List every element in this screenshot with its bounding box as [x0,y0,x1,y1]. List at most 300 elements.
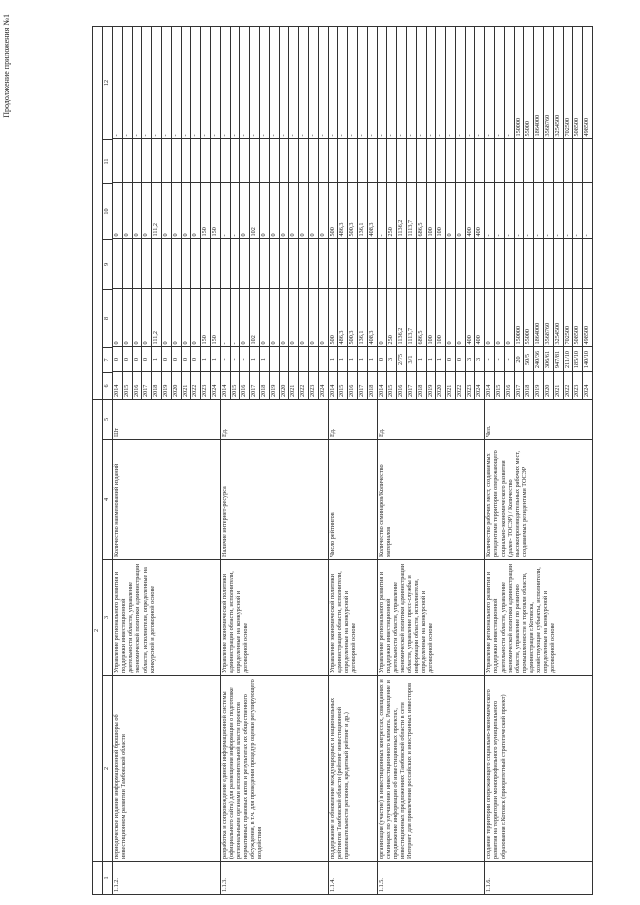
value-col-9 [308,239,318,289]
value-col-10: 400 [465,183,475,239]
year: 2021 [553,372,563,399]
year-row [514,26,524,399]
year: 2020 [436,372,446,399]
yearly-values-cell [485,26,593,399]
value-col-9 [221,239,230,289]
year-row [259,26,269,399]
value-col-11 [250,139,260,183]
indicator-cell: Количество наименований изданий [113,440,221,560]
year: 2014 [113,384,120,397]
year: 2016 [240,372,250,399]
value-col-10: - [553,183,563,239]
value-col-8: 0 [259,289,269,347]
value-col-8: 0 [240,289,250,347]
value-col-11 [465,139,475,183]
group-label: 2 [93,399,103,861]
value-col-11 [378,139,387,183]
value-col-11 [201,139,211,183]
value-col-9 [142,239,152,289]
value-col-7: 20 [514,347,524,372]
year-row [250,26,260,399]
column-number: 12 [103,26,113,139]
executor-cell: Управление экономической политики администрации области, исполнители, определенные на конкурсной и договорной основе [220,560,328,676]
value-col-10: - [563,183,573,239]
table-row [377,26,485,894]
year-row [221,26,230,399]
value-col-11 [289,139,299,183]
value-col-11 [485,139,494,183]
value-col-8: 702500 [563,289,573,347]
executor-cell: Управление экономической политики администрации области, исполнители, определенные на конкурсной и договорной основе [328,560,377,676]
value-col-11 [446,139,456,183]
value-col-11 [210,139,219,183]
year: 2023 [201,372,211,399]
value-col-7: 1 [357,347,367,372]
year: 2022 [563,372,573,399]
value-col-9 [289,239,299,289]
value-col-10: - [504,183,514,239]
value-col-8: 55000 [524,289,534,347]
value-col-11 [113,139,122,183]
year-row [475,26,484,399]
value-col-11 [436,139,446,183]
value-col-7: 1 [348,347,358,372]
year-row [436,26,446,399]
year: 2016 [348,372,358,399]
value-col-8: 3568760 [544,289,554,347]
value-col-10: 0 [181,183,191,239]
year-row [171,26,181,399]
column-number: 2 [103,676,113,862]
value-col-11 [524,139,534,183]
value-col-10: 0 [299,183,309,239]
year: 2016 [504,372,514,399]
value-col-11 [495,139,505,183]
year: 2019 [161,372,171,399]
table-row [113,26,221,894]
value-col-11 [269,139,279,183]
value-col-9 [357,239,367,289]
value-col-11 [348,139,358,183]
activity-cell: периодическое издание информационной брошюры об инвестиционном развитии Тамбовской области [113,676,221,862]
unit-cell: Чел. [485,399,593,439]
column-number: 5 [103,399,113,439]
value-col-8: 150000 [514,289,524,347]
value-col-7: 0 [446,347,456,372]
value-col-9 [397,239,407,289]
row-number: 1.1.5. [377,862,485,895]
value-col-9 [279,239,289,289]
value-col-9 [553,239,563,289]
value-col-12: - [210,26,219,139]
value-col-7: 0 [455,347,465,372]
value-col-12: - [329,26,338,139]
value-col-11 [563,139,573,183]
yearly-values-table [485,26,592,399]
value-col-12: 1864000 [534,26,544,139]
value-col-9 [230,239,240,289]
value-col-10: - [230,183,240,239]
value-col-10: 0 [455,183,465,239]
year: 2024 [583,372,592,399]
value-col-10: 111,2 [152,183,162,239]
value-col-11 [367,139,376,183]
value-col-7: 947/81 [553,347,563,372]
year-row [465,26,475,399]
value-col-9 [406,239,416,289]
value-col-9 [544,239,554,289]
value-col-12: - [455,26,465,139]
value-col-12: - [378,26,387,139]
indicator-cell: Количество рабочих мест, создаваемых резидентами территории опережающего социально-экономического развития (далее- ТОСЭР) / Количество высокопроизводительных рабочих мест, создаваемых резидентами ТОСЭР [485,440,593,560]
column-number: 7 [103,347,113,372]
value-col-7: 185/10 [573,347,583,372]
value-col-9 [583,239,592,289]
value-col-7: 3 [475,347,484,372]
value-col-10: - [495,183,505,239]
value-col-9 [465,239,475,289]
value-col-12: - [495,26,505,139]
value-col-7: - [240,347,250,372]
year-row [406,26,416,399]
executor-cell: Управление регионального развития и поддержки инвестиционной деятельности области, управление экономической политики администрации области, управление по развитию промышленности и торговли области, администрация г.Котовска, хозяйствующие субъекты, исполнители, определенные на конкурсной и договорной основе [485,560,593,676]
year-row [348,26,358,399]
value-col-8: 0 [161,289,171,347]
value-col-11 [544,139,554,183]
year: 2019 [534,372,544,399]
value-col-12: - [504,26,514,139]
value-col-12: - [426,26,436,139]
value-col-7: 3 [387,347,397,372]
year-row [191,26,201,399]
value-col-12: - [191,26,201,139]
value-col-8: 500 [329,289,338,347]
year: 2014 [377,384,385,397]
value-col-7: 1 [250,347,260,372]
value-col-12: - [299,26,309,139]
value-col-11 [142,139,152,183]
value-col-11 [416,139,426,183]
value-col-10: 500,3 [348,183,358,239]
year: 2021 [289,372,299,399]
value-col-11 [181,139,191,183]
value-col-10: 0 [142,183,152,239]
value-col-10: - [544,183,554,239]
year-row [504,26,514,399]
year-row [416,26,426,399]
value-col-8: 0 [378,289,387,347]
year-row [553,26,563,399]
value-col-8: 400 [465,289,475,347]
year: 2015 [495,372,505,399]
year: 2016 [132,372,142,399]
year-row [279,26,289,399]
value-col-8: 102 [250,289,260,347]
value-col-11 [357,139,367,183]
activity-cell: разработка и сопровождение единой информационной системы (официального сайта) для размещения информации о подготовке региональными органами исполнительной власти проектов нормативных правовых актов и результатах их общественного обсуждения, в т.ч. для проведения процедур оценки регулирующего воздействия [220,676,328,862]
value-col-8: 0 [181,289,191,347]
column-number: 10 [103,183,113,239]
year-row [455,26,465,399]
value-col-7: - [485,347,494,372]
value-col-7: 1 [210,347,219,372]
value-col-7: 0 [132,347,142,372]
value-col-8: 0 [308,289,318,347]
year-row [269,26,279,399]
column-number: 6 [103,372,113,399]
year: 2023 [308,372,318,399]
year: 2020 [171,372,181,399]
unit-cell: Ед. [328,399,377,439]
value-col-10: 408,3 [367,183,376,239]
value-col-10: 0 [113,183,122,239]
value-col-8: 0 [279,289,289,347]
year-row [524,26,534,399]
year-row [329,26,338,399]
value-col-12: - [181,26,191,139]
value-col-10: 486,3 [338,183,348,239]
group-header-cell [93,26,103,399]
year-row [142,26,152,399]
value-col-9 [132,239,142,289]
value-col-8: 0 [191,289,201,347]
year-row [367,26,376,399]
group-header-row [93,26,103,894]
year: 2018 [367,372,376,399]
value-col-11 [122,139,132,183]
value-col-11 [514,139,524,183]
year-row [544,26,554,399]
value-col-8: 0 [299,289,309,347]
year-row [240,26,250,399]
row-number: 1.1.4. [328,862,377,895]
value-col-9 [191,239,201,289]
value-col-9 [426,239,436,289]
value-col-10: 686,5 [416,183,426,239]
value-col-8: 1136,2 [397,289,407,347]
value-col-9 [250,239,260,289]
value-col-9 [181,239,191,289]
indicator-cell: Наличие интернет-ресурса [220,440,328,560]
value-col-8: 0 [504,289,514,347]
column-number: 9 [103,239,113,289]
value-col-9 [348,239,358,289]
value-col-10: - [485,183,494,239]
value-col-10: 0 [289,183,299,239]
year: 2015 [387,372,397,399]
value-col-12: - [240,26,250,139]
value-col-8: 0 [113,289,122,347]
value-col-7: 0 [378,347,387,372]
value-col-12: 3254500 [553,26,563,139]
continuation-note: Продолжение приложения №1 [2,14,11,118]
value-col-11 [240,139,250,183]
value-col-11 [152,139,162,183]
unit-cell: Шт [113,399,221,439]
value-col-11 [504,139,514,183]
value-col-10: 0 [132,183,142,239]
value-col-9 [122,239,132,289]
value-col-7: 0 [122,347,132,372]
value-col-12: - [250,26,260,139]
value-col-11 [329,139,338,183]
yearly-values-table [329,26,377,399]
value-col-8: 0 [269,289,279,347]
year-row [113,26,122,399]
year: 2021 [181,372,191,399]
value-col-7: 3/1 [406,347,416,372]
activity-cell: создание территории опережающего социально-экономического развития на территории монопрофильного муниципального образования г.Котовск (приоритетный стратегический проект) [485,676,593,862]
year: 2014 [220,384,228,397]
value-col-8: 100 [436,289,446,347]
value-col-8: 1864000 [534,289,544,347]
value-col-9 [318,239,327,289]
value-col-7: 50/5 [524,347,534,372]
value-col-12: - [475,26,484,139]
value-col-7 [279,347,289,372]
value-col-8: 486,3 [338,289,348,347]
value-col-12: 3568760 [544,26,554,139]
value-col-7: 0 [113,347,122,372]
value-col-12: - [436,26,446,139]
year: 2023 [573,372,583,399]
row-number: 1.1.3. [220,862,328,895]
year: 2015 [230,372,240,399]
value-col-8: 400 [475,289,484,347]
value-col-9 [240,239,250,289]
value-col-11 [259,139,269,183]
year-row [122,26,132,399]
value-col-8: 0 [485,289,494,347]
value-col-8: 0 [318,289,327,347]
value-col-7: 1 [416,347,426,372]
value-col-7: 2/75 [397,347,407,372]
value-col-8: 0 [455,289,465,347]
value-col-12: - [446,26,456,139]
value-col-8: 150 [210,289,219,347]
value-col-12: - [318,26,327,139]
value-col-12: - [122,26,132,139]
year-row [210,26,219,399]
value-col-9 [514,239,524,289]
value-col-9 [338,239,348,289]
yearly-values-table [378,26,485,399]
value-col-11 [475,139,484,183]
value-col-8: 0 [289,289,299,347]
value-col-12: 55000 [524,26,534,139]
value-col-12: - [142,26,152,139]
value-col-8: 250 [387,289,397,347]
value-col-12: - [201,26,211,139]
value-col-9 [152,239,162,289]
value-col-7: 140/10 [583,347,592,372]
year: 2024 [210,372,219,399]
year-row [485,26,494,399]
value-col-10: 100 [436,183,446,239]
value-col-11 [279,139,289,183]
year: 2024 [475,372,484,399]
value-col-12: 508500 [573,26,583,139]
column-number: 3 [103,560,113,676]
executor-cell: Управление регионального развития и поддержки инвестиционной деятельности области, управление экономической политики администрации области, управление пресс-службы и информации области, исполнители, определенные на конкурсной и договорной основе [377,560,485,676]
value-col-7: 1 [201,347,211,372]
table-row [485,26,593,894]
row-number: 1.1.2. [113,862,221,895]
value-col-12: - [259,26,269,139]
year: 2022 [299,372,309,399]
value-col-9 [210,239,219,289]
year-row [152,26,162,399]
year: 2020 [544,372,554,399]
year-row [201,26,211,399]
year-row [446,26,456,399]
value-col-7: 1 [436,347,446,372]
value-col-10: - [583,183,592,239]
value-col-12: - [289,26,299,139]
value-col-12: 702500 [563,26,573,139]
year-row [230,26,240,399]
value-col-11 [397,139,407,183]
year-row [534,26,544,399]
year-row [289,26,299,399]
value-col-10: 0 [318,183,327,239]
unit-cell: Ед. [220,399,328,439]
year-row [563,26,573,399]
year: 2017 [250,372,260,399]
year-row [583,26,592,399]
value-col-10: 0 [308,183,318,239]
value-col-7: 211/10 [563,347,573,372]
value-col-12: - [406,26,416,139]
year: 2017 [514,372,524,399]
value-col-12: - [152,26,162,139]
indicator-cell: Количество семинаров/Количество материалов [377,440,485,560]
table-row [220,26,328,894]
value-col-12: - [348,26,358,139]
year-row [181,26,191,399]
value-col-8: 0 [495,289,505,347]
year-row [387,26,397,399]
value-col-12: - [230,26,240,139]
value-col-11 [299,139,309,183]
year-row [378,26,387,399]
value-col-7: 0 [191,347,201,372]
yearly-values-cell [113,26,221,399]
column-number: 1 [103,862,113,895]
value-col-10: 0 [269,183,279,239]
year-row [318,26,327,399]
value-col-8: 3254500 [553,289,563,347]
value-col-9 [259,239,269,289]
value-col-11 [553,139,563,183]
table-row [328,26,377,894]
value-col-8: 0 [132,289,142,347]
year-row [132,26,142,399]
year: 2016 [397,372,407,399]
year: 2015 [338,372,348,399]
value-col-10: 0 [279,183,289,239]
value-col-11 [426,139,436,183]
value-col-10: 136,1 [357,183,367,239]
value-col-10: 1113,7 [406,183,416,239]
year-row [299,26,309,399]
value-col-11 [171,139,181,183]
value-col-8: - [221,289,230,347]
value-col-10: 102 [250,183,260,239]
value-col-12: - [171,26,181,139]
value-col-11 [132,139,142,183]
value-col-11 [573,139,583,183]
